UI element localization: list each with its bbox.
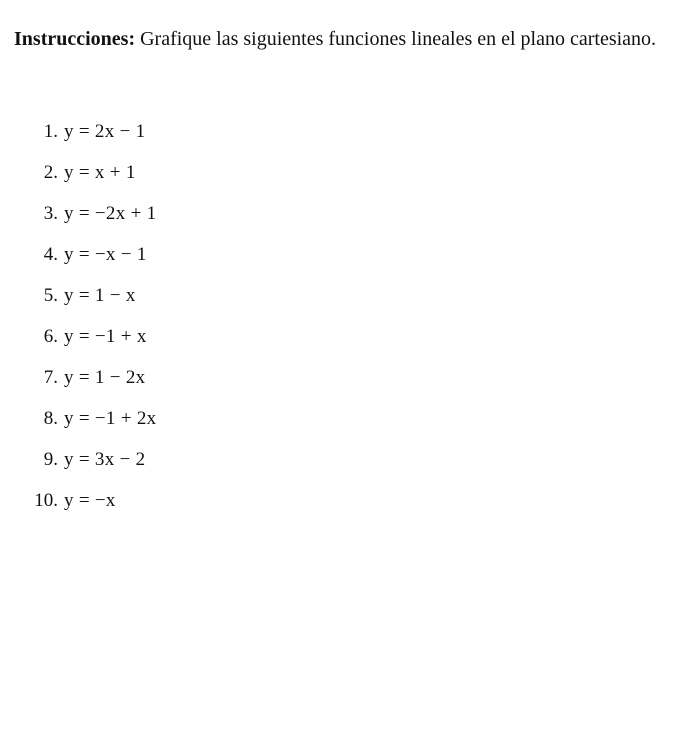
exercise-number: 4. xyxy=(43,244,58,265)
exercise-number: 6. xyxy=(43,326,58,347)
exercise-item xyxy=(0,241,679,282)
exercise-formula: y = −x − 1 xyxy=(64,244,147,265)
exercise-formula: y = x + 1 xyxy=(64,162,136,183)
exercise-item xyxy=(0,487,679,528)
exercise-number: 7. xyxy=(43,367,58,388)
exercise-formula: y = 3x − 2 xyxy=(64,449,146,470)
exercise-item xyxy=(0,200,679,241)
exercise-item xyxy=(0,364,679,405)
exercise-number: 8. xyxy=(43,408,58,429)
exercise-number: 9. xyxy=(43,449,58,470)
exercise-number: 3. xyxy=(43,203,58,224)
exercise-item xyxy=(0,323,679,364)
exercise-formula: y = 1 − 2x xyxy=(64,367,146,388)
exercise-item xyxy=(0,159,679,200)
instructions-paragraph xyxy=(14,26,664,53)
exercise-list xyxy=(0,118,679,528)
exercise-item xyxy=(0,118,679,159)
exercise-formula: y = 2x − 1 xyxy=(64,121,146,142)
exercise-number: 1. xyxy=(43,121,58,142)
exercise-number: 10. xyxy=(34,490,58,511)
exercise-formula: y = 1 − x xyxy=(64,285,136,306)
exercise-item xyxy=(0,405,679,446)
exercise-formula: y = −2x + 1 xyxy=(64,203,157,224)
exercise-number: 5. xyxy=(43,285,58,306)
exercise-formula: y = −x xyxy=(64,490,116,511)
instructions-label: Instrucciones: xyxy=(14,28,136,50)
exercise-formula: y = −1 + x xyxy=(64,326,147,347)
instructions-text: Grafique las siguientes funciones lineales en el plano cartesiano. xyxy=(140,28,657,50)
exercise-formula: y = −1 + 2x xyxy=(64,408,157,429)
exercise-number: 2. xyxy=(43,162,58,183)
exercise-item xyxy=(0,446,679,487)
exercise-item xyxy=(0,282,679,323)
